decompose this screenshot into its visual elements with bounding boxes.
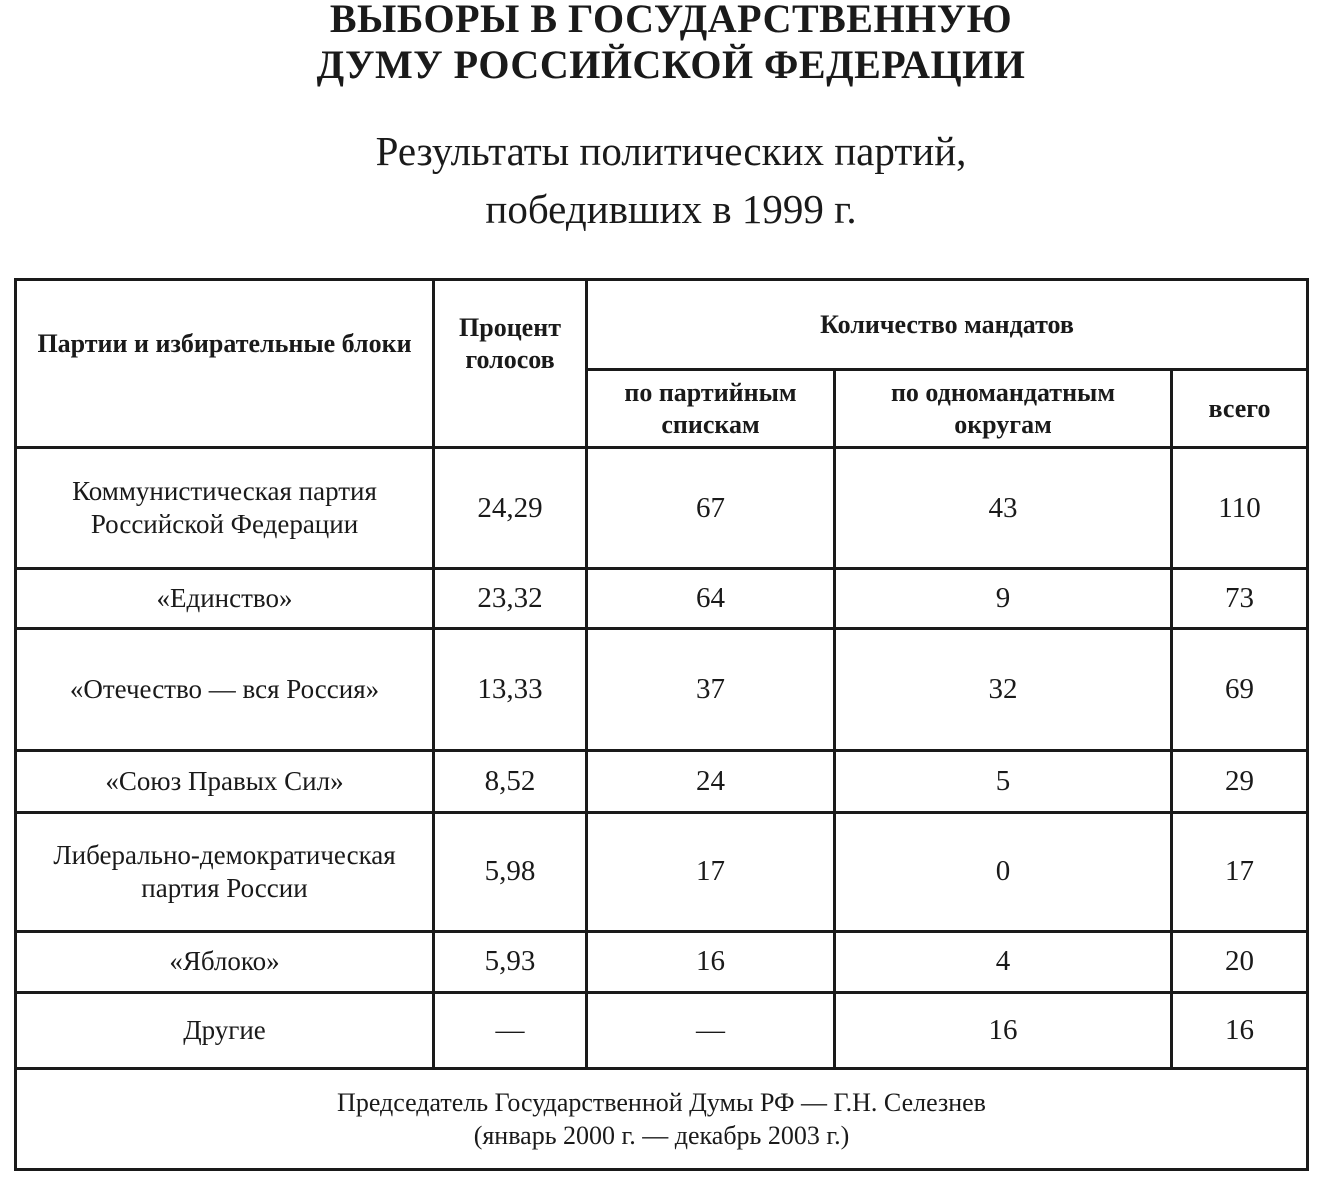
header-party: Партии и избирательные блоки [16, 280, 434, 448]
vote-percent: 13,33 [434, 629, 587, 751]
party-name: «Единство» [16, 569, 434, 629]
single-mandates: 9 [835, 569, 1172, 629]
party-name: «Отечество — вся Россия» [16, 629, 434, 751]
header-party-lists: по партийным спискам [587, 370, 835, 448]
header-mandates: Количество мандатов [587, 280, 1308, 370]
election-results-table [14, 278, 1309, 1171]
total-mandates: 110 [1172, 448, 1308, 569]
single-mandates: 16 [835, 992, 1172, 1068]
vote-percent: 24,29 [434, 448, 587, 569]
footer-term: (январь 2000 г. — декабрь 2003 г.) [473, 1120, 850, 1150]
list-mandates: 67 [587, 448, 835, 569]
list-mandates: 17 [587, 812, 835, 931]
table-row [16, 569, 1308, 629]
table-row [16, 992, 1308, 1068]
list-mandates: 64 [587, 569, 835, 629]
table-row [16, 812, 1308, 931]
footer-chairman: Председатель Государственной Думы РФ — Г.Н. Селезнев [337, 1087, 986, 1117]
vote-percent: — [434, 992, 587, 1068]
single-mandates: 5 [835, 751, 1172, 812]
total-mandates: 17 [1172, 812, 1308, 931]
table-row [16, 931, 1308, 992]
list-mandates: 24 [587, 751, 835, 812]
vote-percent: 5,93 [434, 931, 587, 992]
party-name: Либерально-демократическая партия России [16, 812, 434, 931]
subtitle-line-2: победивших в 1999 г. [485, 186, 857, 232]
single-mandates: 4 [835, 931, 1172, 992]
party-name: Другие [16, 992, 434, 1068]
vote-percent: 23,32 [434, 569, 587, 629]
total-mandates: 29 [1172, 751, 1308, 812]
footer-note [16, 1068, 1308, 1169]
table-row [16, 751, 1308, 812]
table-row [16, 448, 1308, 569]
total-mandates: 73 [1172, 569, 1308, 629]
footer-row [16, 1068, 1308, 1169]
vote-percent: 8,52 [434, 751, 587, 812]
party-name: Коммунистическая партия Российской Федерации [16, 448, 434, 569]
page-title-line-1: ВЫБОРЫ В ГОСУДАРСТВЕННУЮ [329, 0, 1013, 41]
list-mandates: — [587, 992, 835, 1068]
list-mandates: 16 [587, 931, 835, 992]
single-mandates: 43 [835, 448, 1172, 569]
total-mandates: 69 [1172, 629, 1308, 751]
total-mandates: 20 [1172, 931, 1308, 992]
header-percent: Процент голосов [434, 280, 587, 448]
party-name: «Союз Правых Сил» [16, 751, 434, 812]
subtitle-line-1: Результаты политических партий, [375, 128, 967, 174]
list-mandates: 37 [587, 629, 835, 751]
total-mandates: 16 [1172, 992, 1308, 1068]
party-name: «Яблоко» [16, 931, 434, 992]
single-mandates: 0 [835, 812, 1172, 931]
single-mandates: 32 [835, 629, 1172, 751]
page-title-line-2: ДУМУ РОССИЙСКОЙ ФЕДЕРАЦИИ [316, 42, 1026, 87]
header-single-districts: по одномандатным округам [835, 370, 1172, 448]
header-total: всего [1172, 370, 1308, 448]
vote-percent: 5,98 [434, 812, 587, 931]
table-row [16, 629, 1308, 751]
